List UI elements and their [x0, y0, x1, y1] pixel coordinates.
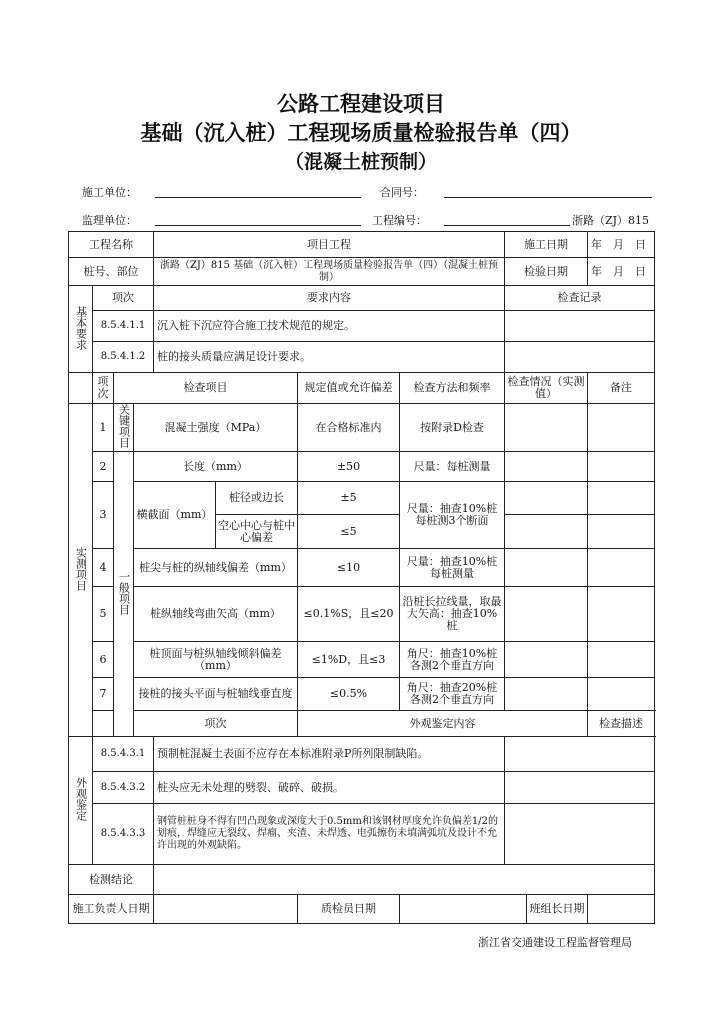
project-no-field[interactable]: [444, 225, 570, 226]
measured-row-no: 6: [93, 642, 114, 678]
measured-row-item: 桩纵轴线弯曲矢高（mm）: [134, 587, 298, 642]
measured-row-result[interactable]: [505, 642, 588, 678]
appearance-row-text: 钢管桩桩身不得有凹凸现象或深度大于0.5mm和该钢材厚度允许负偏差1/2的划痕，焊缝应无裂纹、焊瘤、夹渣、未焊透、电弧擦伤未填满弧坑及设计不允许出现的外观缺陷。: [154, 804, 505, 865]
measured-row-result[interactable]: [505, 482, 588, 515]
measured-row-result[interactable]: [505, 549, 588, 587]
title-line1: 公路工程建设项目: [277, 92, 445, 116]
appearance-row-text: 桩头应无未处理的劈裂、破碎、破损。: [154, 772, 505, 804]
measured-row-result[interactable]: [505, 404, 588, 452]
measured-row-remark[interactable]: [588, 549, 655, 587]
team-signature-label: 班组长日期: [527, 895, 588, 924]
measured-row-no: 1: [93, 404, 114, 452]
blank-cell: [93, 711, 114, 737]
measured-row-no: 5: [93, 587, 114, 642]
measured-row-remark[interactable]: [588, 678, 655, 711]
blank-cell: [69, 373, 93, 404]
measured-row-item: 接桩的接头平面与桩轴线垂直度: [134, 678, 298, 711]
appearance-row-code: 8.5.4.3.2: [93, 772, 154, 804]
team-signature-field[interactable]: [588, 895, 655, 924]
basic-row-record[interactable]: [505, 342, 655, 373]
measured-row-remark[interactable]: [588, 482, 655, 515]
conclusion-value[interactable]: [154, 865, 655, 895]
construction-date-label: 施工日期: [505, 232, 588, 258]
measured-row-spec: ±5: [298, 482, 400, 515]
form-code: 浙路（ZJ）815: [572, 214, 650, 227]
appearance-row-code: 8.5.4.3.1: [93, 737, 154, 772]
measured-row-no: 7: [93, 678, 114, 711]
project-no-label: 工程编号：: [372, 214, 427, 227]
measured-row-spec: 在合格标准内: [298, 404, 400, 452]
measured-row-method: 尺量：抽查10%桩每桩测量: [400, 549, 505, 587]
measured-row-subitem: 空心中心与桩中心偏差: [216, 515, 298, 549]
project-item: 项目工程: [154, 232, 505, 258]
inspection-date-label: 检验日期: [505, 258, 588, 286]
measured-row-result[interactable]: [505, 515, 588, 549]
quality-signature-label: 质检员日期: [298, 895, 400, 924]
measured-row-spec: ≤5: [298, 515, 400, 549]
measured-row-item: 长度（mm）: [134, 452, 298, 482]
measured-row-method: 尺量：抽查10%桩每桩测3个断面: [400, 482, 505, 549]
quality-signature-field[interactable]: [400, 895, 527, 924]
appearance-desc-col: 检查描述: [588, 711, 655, 737]
measured-row-item: 混凝土强度（MPa）: [134, 404, 298, 452]
measured-row-remark[interactable]: [588, 587, 655, 642]
general-item-label: 一般项目: [114, 452, 134, 737]
measured-row-method: 角尺：抽查10%桩各测2个垂直方向: [400, 642, 505, 678]
measured-row-method: 尺量：每桩测量: [400, 452, 505, 482]
measured-row-remark[interactable]: [588, 452, 655, 482]
construction-signature-field[interactable]: [154, 895, 298, 924]
basic-row-record[interactable]: [505, 311, 655, 342]
issuer-footer: 浙江省交通建设工程监督管理局: [478, 936, 632, 949]
appearance-section-label: 外观鉴定: [69, 737, 93, 865]
title-line3: （混凝土桩预制）: [284, 151, 437, 173]
measured-row-spec: ≤0.1%S，且≤20: [298, 587, 400, 642]
title-line2: 基础（沉入桩）工程现场质量检验报告单（四）: [140, 121, 582, 145]
measured-row-result[interactable]: [505, 452, 588, 482]
basic-section-label: 基本要求: [69, 286, 93, 373]
basic-item-col: 项次: [93, 286, 154, 311]
measured-row-item: 横截面（mm）: [134, 482, 216, 549]
appearance-row-text: 预制桩混凝土表面不应存在本标准附录P所列限制缺陷。: [154, 737, 505, 772]
measured-row-spec: ≤10: [298, 549, 400, 587]
pile-label: 桩号、部位: [69, 258, 154, 286]
measured-row-no: 2: [93, 452, 114, 482]
measured-row-result[interactable]: [505, 678, 588, 711]
construction-date-value[interactable]: 年 月 日: [588, 232, 655, 258]
appearance-row-desc[interactable]: [505, 737, 655, 772]
measured-item-no-col: 项次: [93, 373, 114, 404]
appearance-row-desc[interactable]: [505, 804, 655, 865]
pile-value[interactable]: 浙路（ZJ）815 基础（沉入桩）工程现场质量检验报告单（四）（混凝土桩预制）: [154, 258, 505, 286]
measured-row-subitem: 桩径或边长: [216, 482, 298, 515]
appearance-row-desc[interactable]: [505, 772, 655, 804]
measured-row-item: 桩尖与桩的纵轴线偏差（mm）: [134, 549, 298, 587]
measured-result-col: 检查情况（实测值）: [505, 373, 588, 404]
measured-row-no: 3: [93, 482, 114, 549]
measured-row-spec: ±50: [298, 452, 400, 482]
measured-row-remark[interactable]: [588, 515, 655, 549]
basic-row-text: 桩的接头质量应满足设计要求。: [154, 342, 505, 373]
supervisor-label: 监理单位：: [82, 214, 137, 227]
measured-row-method: 按附录D检查: [400, 404, 505, 452]
basic-row-text: 沉入桩下沉应符合施工技术规范的规定。: [154, 311, 505, 342]
measured-row-method: 角尺：抽查20%桩各测2个垂直方向: [400, 678, 505, 711]
measured-check-item-col: 检查项目: [114, 373, 298, 404]
basic-row-code: 8.5.4.1.1: [93, 311, 154, 342]
measured-section-label: 实测项目: [69, 404, 93, 737]
appearance-item-col: 项次: [134, 711, 298, 737]
measured-row-no: 4: [93, 549, 114, 587]
measured-row-item: 桩顶面与桩纵轴线倾斜偏差（mm）: [134, 642, 298, 678]
contractor-label: 施工单位：: [82, 186, 137, 199]
conclusion-label: 检测结论: [69, 865, 154, 895]
measured-row-spec: ≤1%D，且≤3: [298, 642, 400, 678]
basic-row-code: 8.5.4.1.2: [93, 342, 154, 373]
inspection-form: [68, 231, 655, 924]
basic-req-col: 要求内容: [154, 286, 505, 311]
measured-remark-col: 备注: [588, 373, 655, 404]
measured-row-spec: ≤0.5%: [298, 678, 400, 711]
basic-record-col: 检查记录: [505, 286, 655, 311]
measured-spec-col: 规定值或允许偏差: [298, 373, 400, 404]
measured-row-remark[interactable]: [588, 642, 655, 678]
measured-row-remark[interactable]: [588, 404, 655, 452]
contractor-field[interactable]: [155, 197, 361, 198]
measured-method-col: 检查方法和频率: [400, 373, 505, 404]
measured-row-method: 沿桩长拉线量，取最大矢高：抽查10%桩: [400, 587, 505, 642]
inspection-date-value[interactable]: 年 月 日: [588, 258, 655, 286]
key-item-label: 关键项目: [114, 404, 134, 452]
contract-no-label: 合同号：: [380, 186, 424, 199]
project-name-label: 工程名称: [69, 232, 154, 258]
contract-no-field[interactable]: [444, 197, 652, 198]
appearance-content-col: 外观鉴定内容: [298, 711, 588, 737]
supervisor-field[interactable]: [155, 225, 361, 226]
construction-signature-label: 施工负责人日期: [69, 895, 154, 924]
appearance-row-code: 8.5.4.3.3: [93, 804, 154, 865]
measured-row-result[interactable]: [505, 587, 588, 642]
